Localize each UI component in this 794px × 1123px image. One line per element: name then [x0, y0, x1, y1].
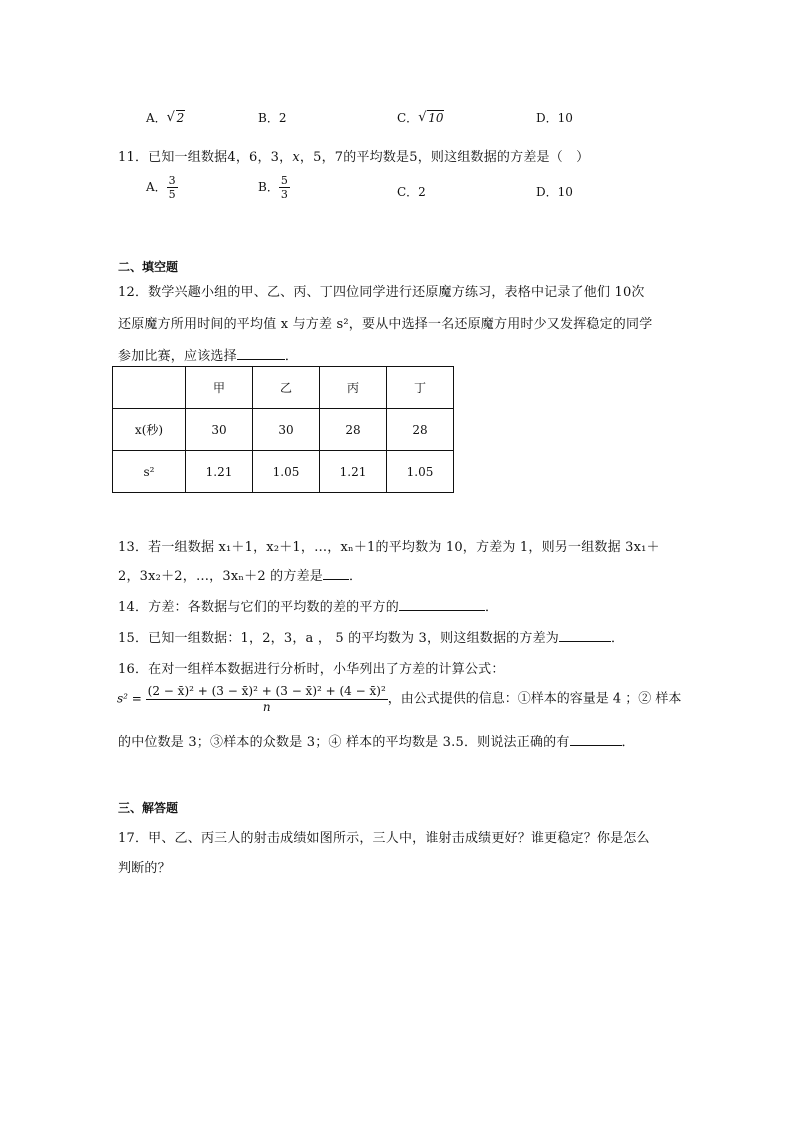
q11-option-a: A． $\frac{3}{5}$ [146, 174, 176, 201]
table-header-row [113, 367, 454, 409]
table-cell: 28 [320, 409, 387, 451]
table-header-cell: 丁 [387, 367, 454, 409]
formula-fraction: $\frac{\text{(2 − x̄)² + (3 − x̄)² + (3 − x̄)² + (4 − x̄)²}}{n}$ [147, 684, 386, 714]
q15-text: 15．已知一组数据：1，2，3，a ， 5 的平均数为 3，则这组数据的方差为 ． [118, 631, 625, 646]
answer-blank [323, 567, 349, 580]
answer-blank [399, 598, 485, 611]
section-heading-solve: 三、解答题 [118, 801, 179, 815]
table-header-cell [113, 367, 186, 409]
q13-line-2: 2，3x₂＋2，…，3xₙ＋2 的方差是 ． [118, 569, 363, 584]
q17-line-1: 17．甲、乙、丙三人的射击成绩如图所示，三人中，谁射击成绩更好？谁更稳定？你是怎么 [118, 831, 650, 846]
q11-option-d: D．10 [536, 185, 573, 199]
answer-blank [570, 733, 622, 746]
variance-formula: s² = $\frac{\text{(2 − x̄)² + (3 − x̄)² + (3 − x̄)² + (4 − x̄)²}}{n}$ ，由公式提供的信息：①样本的容量是 4 ；② 样本 [117, 684, 682, 714]
table-cell: 28 [387, 409, 454, 451]
table-row [113, 409, 454, 451]
table-row [113, 451, 454, 493]
q10-option-d: D．10 [536, 111, 573, 125]
table-cell: 1.05 [387, 451, 454, 493]
answer-blank [559, 629, 611, 642]
q11-stem: 11．已知一组数据4，6，3，x，5，7的平均数是5，则这组数据的方差是（ ） [118, 150, 590, 165]
q10-option-a: A．√ 2 [146, 109, 185, 126]
table-header-cell: 丙 [320, 367, 387, 409]
table-cell: 30 [253, 409, 320, 451]
q10-option-c: C．√ 10 [397, 109, 444, 126]
table-cell: 1.21 [320, 451, 387, 493]
table-header-cell: 甲 [186, 367, 253, 409]
table-cell: x(秒) [113, 409, 186, 451]
q12-line-2: 还原魔方所用时间的平均值 x 与方差 s²，要从中选择一名还原魔方用时少又发挥稳定的同学 [118, 317, 653, 332]
q16-line-1: 16．在对一组样本数据进行分析时，小华列出了方差的计算公式： [118, 662, 505, 677]
section-heading-fill-blank: 二、填空题 [118, 260, 179, 274]
table-cell: 1.05 [253, 451, 320, 493]
q11-option-c: C．2 [397, 185, 426, 199]
q17-line-2: 判断的？ [118, 861, 171, 876]
q16-line-3: 的中位数是 3；③样本的众数是 3；④ 样本的平均数是 3.5．则说法正确的有 ． [118, 735, 635, 750]
answer-blank [237, 347, 285, 360]
q12-table [112, 366, 454, 493]
table-cell: s² [113, 451, 186, 493]
q10-option-b: B．2 [258, 111, 287, 125]
table-cell: 1.21 [186, 451, 253, 493]
q12-line-1: 12．数学兴趣小组的甲、乙、丙、丁四位同学进行还原魔方练习，表格中记录了他们 10次 [118, 285, 645, 300]
q13-line-1: 13．若一组数据 x₁＋1，x₂＋1，…，xₙ＋1的平均数为 10，方差为 1，则另一组数据 3x₁＋ [118, 540, 660, 555]
q11-option-b: B． $\frac{5}{3}$ [258, 174, 288, 201]
q14-text: 14．方差：各数据与它们的平均数的差的平方的 ． [118, 600, 499, 615]
q12-line-3: 参加比赛，应该选择 ． [118, 349, 299, 364]
table-cell: 30 [186, 409, 253, 451]
table-header-cell: 乙 [253, 367, 320, 409]
